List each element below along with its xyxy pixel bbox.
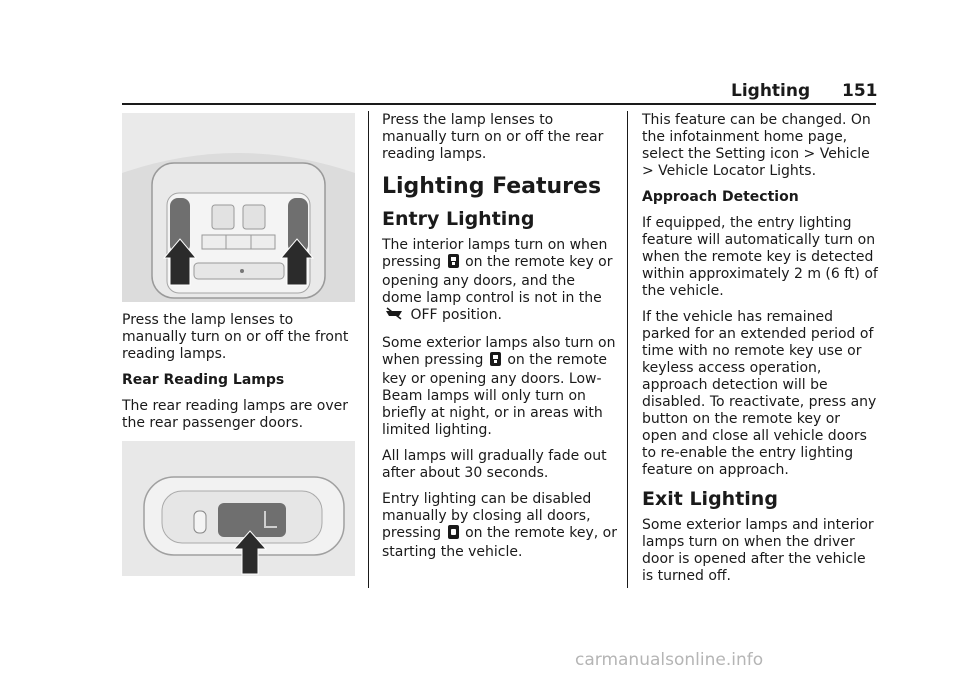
approach-detection-paragraph-1: If equipped, the entry lighting feature will automatically turn on when the remote key is detected within approximately 2 m (6 ft) of the vehicle. <box>642 215 878 299</box>
p1-part-a: The interior lamps turn on when pressing <box>382 237 608 270</box>
rear-lamps-illustration <box>122 441 355 576</box>
column-2 <box>382 112 618 570</box>
column-divider <box>368 111 369 588</box>
front-lamps-caption: Press the lamp lenses to manually turn on or off the front reading lamps. <box>122 312 349 362</box>
unlock-key-icon <box>448 254 459 273</box>
column-1 <box>122 312 357 441</box>
header-rule <box>122 103 876 105</box>
approach-detection-heading: Approach Detection <box>642 189 799 205</box>
unlock-key-icon <box>490 352 501 371</box>
p1-part-c: OFF position. <box>410 307 502 323</box>
lighting-features-heading: Lighting Features <box>382 174 602 199</box>
entry-lighting-paragraph-3: All lamps will gradually fade out after about 30 seconds. <box>382 448 607 481</box>
entry-lighting-heading: Entry Lighting <box>382 208 535 230</box>
p2-part-b: on the remote key or opening any doors. Low-Beam lamps will only turn on briefly at night, or in areas with limited lighting. <box>382 352 608 438</box>
rear-reading-lamps-heading: Rear Reading Lamps <box>122 372 285 388</box>
entry-lighting-paragraph-4 <box>382 491 618 561</box>
entry-lighting-paragraph-1 <box>382 237 618 326</box>
rear-lamps-caption: Press the lamp lenses to manually turn on or off the rear reading lamps. <box>382 112 604 162</box>
page-number: 151 <box>842 81 878 101</box>
dome-lamp-off-icon <box>384 307 404 326</box>
front-lamps-illustration <box>122 113 355 302</box>
approach-detection-paragraph-2: If the vehicle has remained parked for an extended period of time with no remote key use or keyless access operation, approach detection will be disabled. To reactivate, press any button on the remote key or open and close all vehicle doors to re-enable the entry lighting feature on approach. <box>642 309 877 478</box>
watermark: carmanualsonline.info <box>575 650 764 670</box>
p1-part-b: on the remote key or opening any doors, and the dome lamp control is not in the <box>382 254 613 306</box>
rear-reading-lamps-text: The rear reading lamps are over the rear passenger doors. <box>122 398 349 431</box>
column-3 <box>642 112 878 594</box>
column-divider <box>627 111 628 588</box>
exit-lighting-paragraph: Some exterior lamps and interior lamps turn on when the driver door is opened after the vehicle is turned off. <box>642 517 874 584</box>
rear-reading-lamps-figure <box>122 441 355 576</box>
exit-lighting-heading: Exit Lighting <box>642 488 778 510</box>
p4-part-b: on the remote key, or starting the vehicle. <box>382 525 617 560</box>
front-reading-lamps-figure <box>122 113 355 302</box>
entry-lighting-paragraph-2 <box>382 335 618 439</box>
feature-change-text: This feature can be changed. On the infotainment home page, select the Setting icon > Vehicle > Vehicle Locator Lights. <box>642 112 871 179</box>
p4-part-a: Entry lighting can be disabled manually by closing all doors, pressing <box>382 491 592 541</box>
section-title: Lighting <box>731 81 811 101</box>
lock-key-icon <box>448 525 459 544</box>
p2-part-a: Some exterior lamps also turn on when pressing <box>382 335 616 368</box>
